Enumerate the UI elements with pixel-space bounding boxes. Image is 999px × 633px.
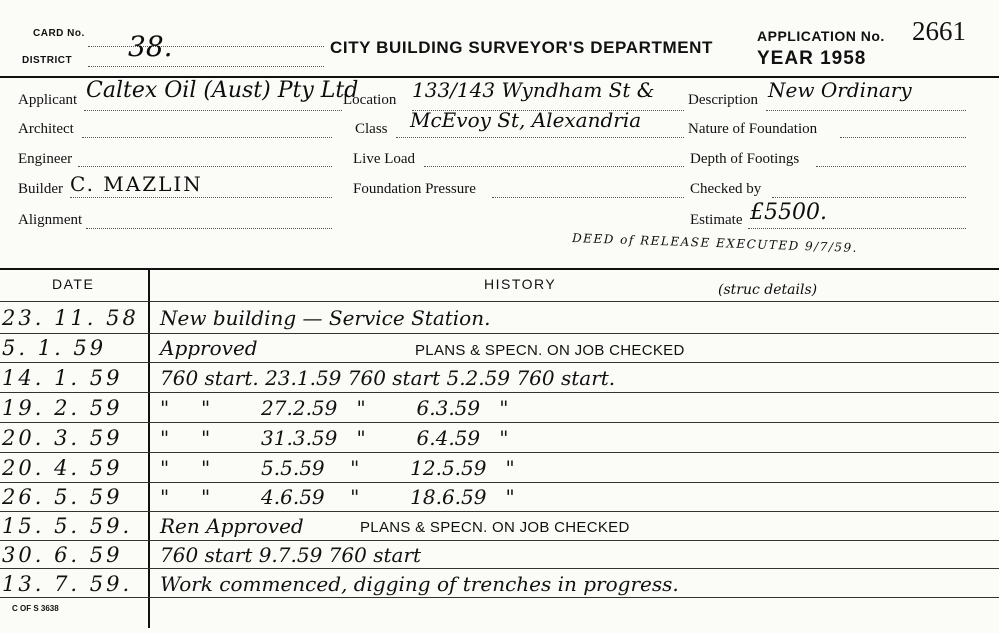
row-history: 760 start. 23.1.59 760 start 5.2.59 760 start. [160, 366, 616, 390]
row-date: 20. 4. 59 [2, 456, 123, 480]
applicant-value: Caltex Oil (Aust) Pty Ltd [86, 78, 359, 103]
row-date: 14. 1. 59 [2, 366, 123, 390]
estimate-label: Estimate [690, 212, 743, 228]
district-label: DISTRICT [22, 55, 73, 66]
history-column-header: HISTORY [484, 276, 557, 292]
history-header-rule [0, 301, 999, 302]
deed-of-release-note: DEED of RELEASE EXECUTED 9/7/59. [571, 231, 859, 255]
card-no-value: 38. [128, 30, 173, 63]
row-rule [0, 392, 999, 393]
card-no-rule [88, 46, 324, 47]
applicant-label: Applicant [18, 92, 78, 108]
row-rule [0, 452, 999, 453]
builder-label: Builder [18, 181, 63, 197]
form-code: C OF S 3638 [12, 604, 59, 613]
row-history: " " 4.6.59 " 18.6.59 " [160, 485, 515, 509]
row-history: " " 27.2.59 " 6.3.59 " [160, 396, 509, 420]
description-value: New Ordinary [768, 78, 912, 102]
checked-by-label: Checked by [690, 181, 762, 197]
row-date: 26. 5. 59 [2, 485, 123, 509]
estimate-rule [748, 228, 966, 229]
row-rule [0, 597, 999, 598]
description-rule [766, 110, 966, 111]
checked-by-rule [772, 197, 966, 198]
year-label: YEAR 1958 [757, 48, 867, 69]
location-value-1: 133/143 Wyndham St & [412, 78, 655, 102]
row-date: 13. 7. 59. [2, 572, 133, 596]
row-date: 15. 5. 59. [2, 514, 133, 538]
row-history: Work commenced, digging of trenches in progress. [160, 572, 679, 596]
row-rule [0, 362, 999, 363]
row-rule [0, 422, 999, 423]
builder-value: C. MAZLIN [70, 172, 203, 196]
nature-of-foundation-label: Nature of Foundation [688, 121, 818, 137]
row-history: 760 start 9.7.59 760 start [160, 543, 422, 567]
depth-of-footings-label: Depth of Footings [690, 151, 800, 167]
row-rule [0, 511, 999, 512]
application-no-value: 2661 [912, 16, 966, 46]
estimate-value: £5500. [750, 200, 827, 225]
row-rule [0, 482, 999, 483]
row-date: 19. 2. 59 [2, 396, 123, 420]
row-date: 23. 11. 58 [2, 306, 139, 330]
location-value-2: McEvoy St, Alexandria [410, 108, 642, 132]
builder-rule [70, 197, 332, 198]
engineer-rule [78, 166, 332, 167]
row-history: " " 31.3.59 " 6.4.59 " [160, 426, 509, 450]
live-load-label: Live Load [353, 151, 416, 167]
plans-checked-stamp: PLANS & SPECN. ON JOB CHECKED [360, 519, 630, 536]
row-history: New building — Service Station. [160, 306, 491, 330]
plans-checked-stamp: PLANS & SPECN. ON JOB CHECKED [415, 342, 685, 359]
applicant-rule [84, 110, 342, 111]
department-title: CITY BUILDING SURVEYOR'S DEPARTMENT [330, 38, 714, 57]
row-date: 20. 3. 59 [2, 426, 123, 450]
alignment-rule [86, 228, 332, 229]
row-rule [0, 333, 999, 334]
depth-rule [816, 166, 966, 167]
engineer-label: Engineer [18, 151, 73, 167]
row-date: 5. 1. 59 [2, 336, 107, 360]
architect-label: Architect [18, 121, 74, 137]
date-column-header: DATE [52, 276, 95, 292]
class-label: Class [355, 121, 388, 137]
foundation-pressure-rule [492, 197, 684, 198]
architect-rule [82, 137, 332, 138]
nature-rule [840, 137, 966, 138]
description-label: Description [688, 92, 758, 108]
district-rule [88, 66, 324, 67]
class-rule [396, 137, 684, 138]
row-history: Ren Approved [160, 514, 304, 538]
card-no-label: CARD No. [33, 28, 85, 39]
row-rule [0, 568, 999, 569]
location-label: Location [343, 92, 397, 108]
row-date: 30. 6. 59 [2, 543, 123, 567]
structure-details-note: (struc details) [718, 282, 818, 298]
alignment-label: Alignment [18, 212, 83, 228]
row-rule [0, 540, 999, 541]
row-history: " " 5.5.59 " 12.5.59 " [160, 456, 515, 480]
foundation-pressure-label: Foundation Pressure [353, 181, 476, 197]
application-no-label: APPLICATION No. [757, 28, 885, 44]
row-history: Approved [160, 336, 258, 360]
live-load-rule [424, 166, 684, 167]
